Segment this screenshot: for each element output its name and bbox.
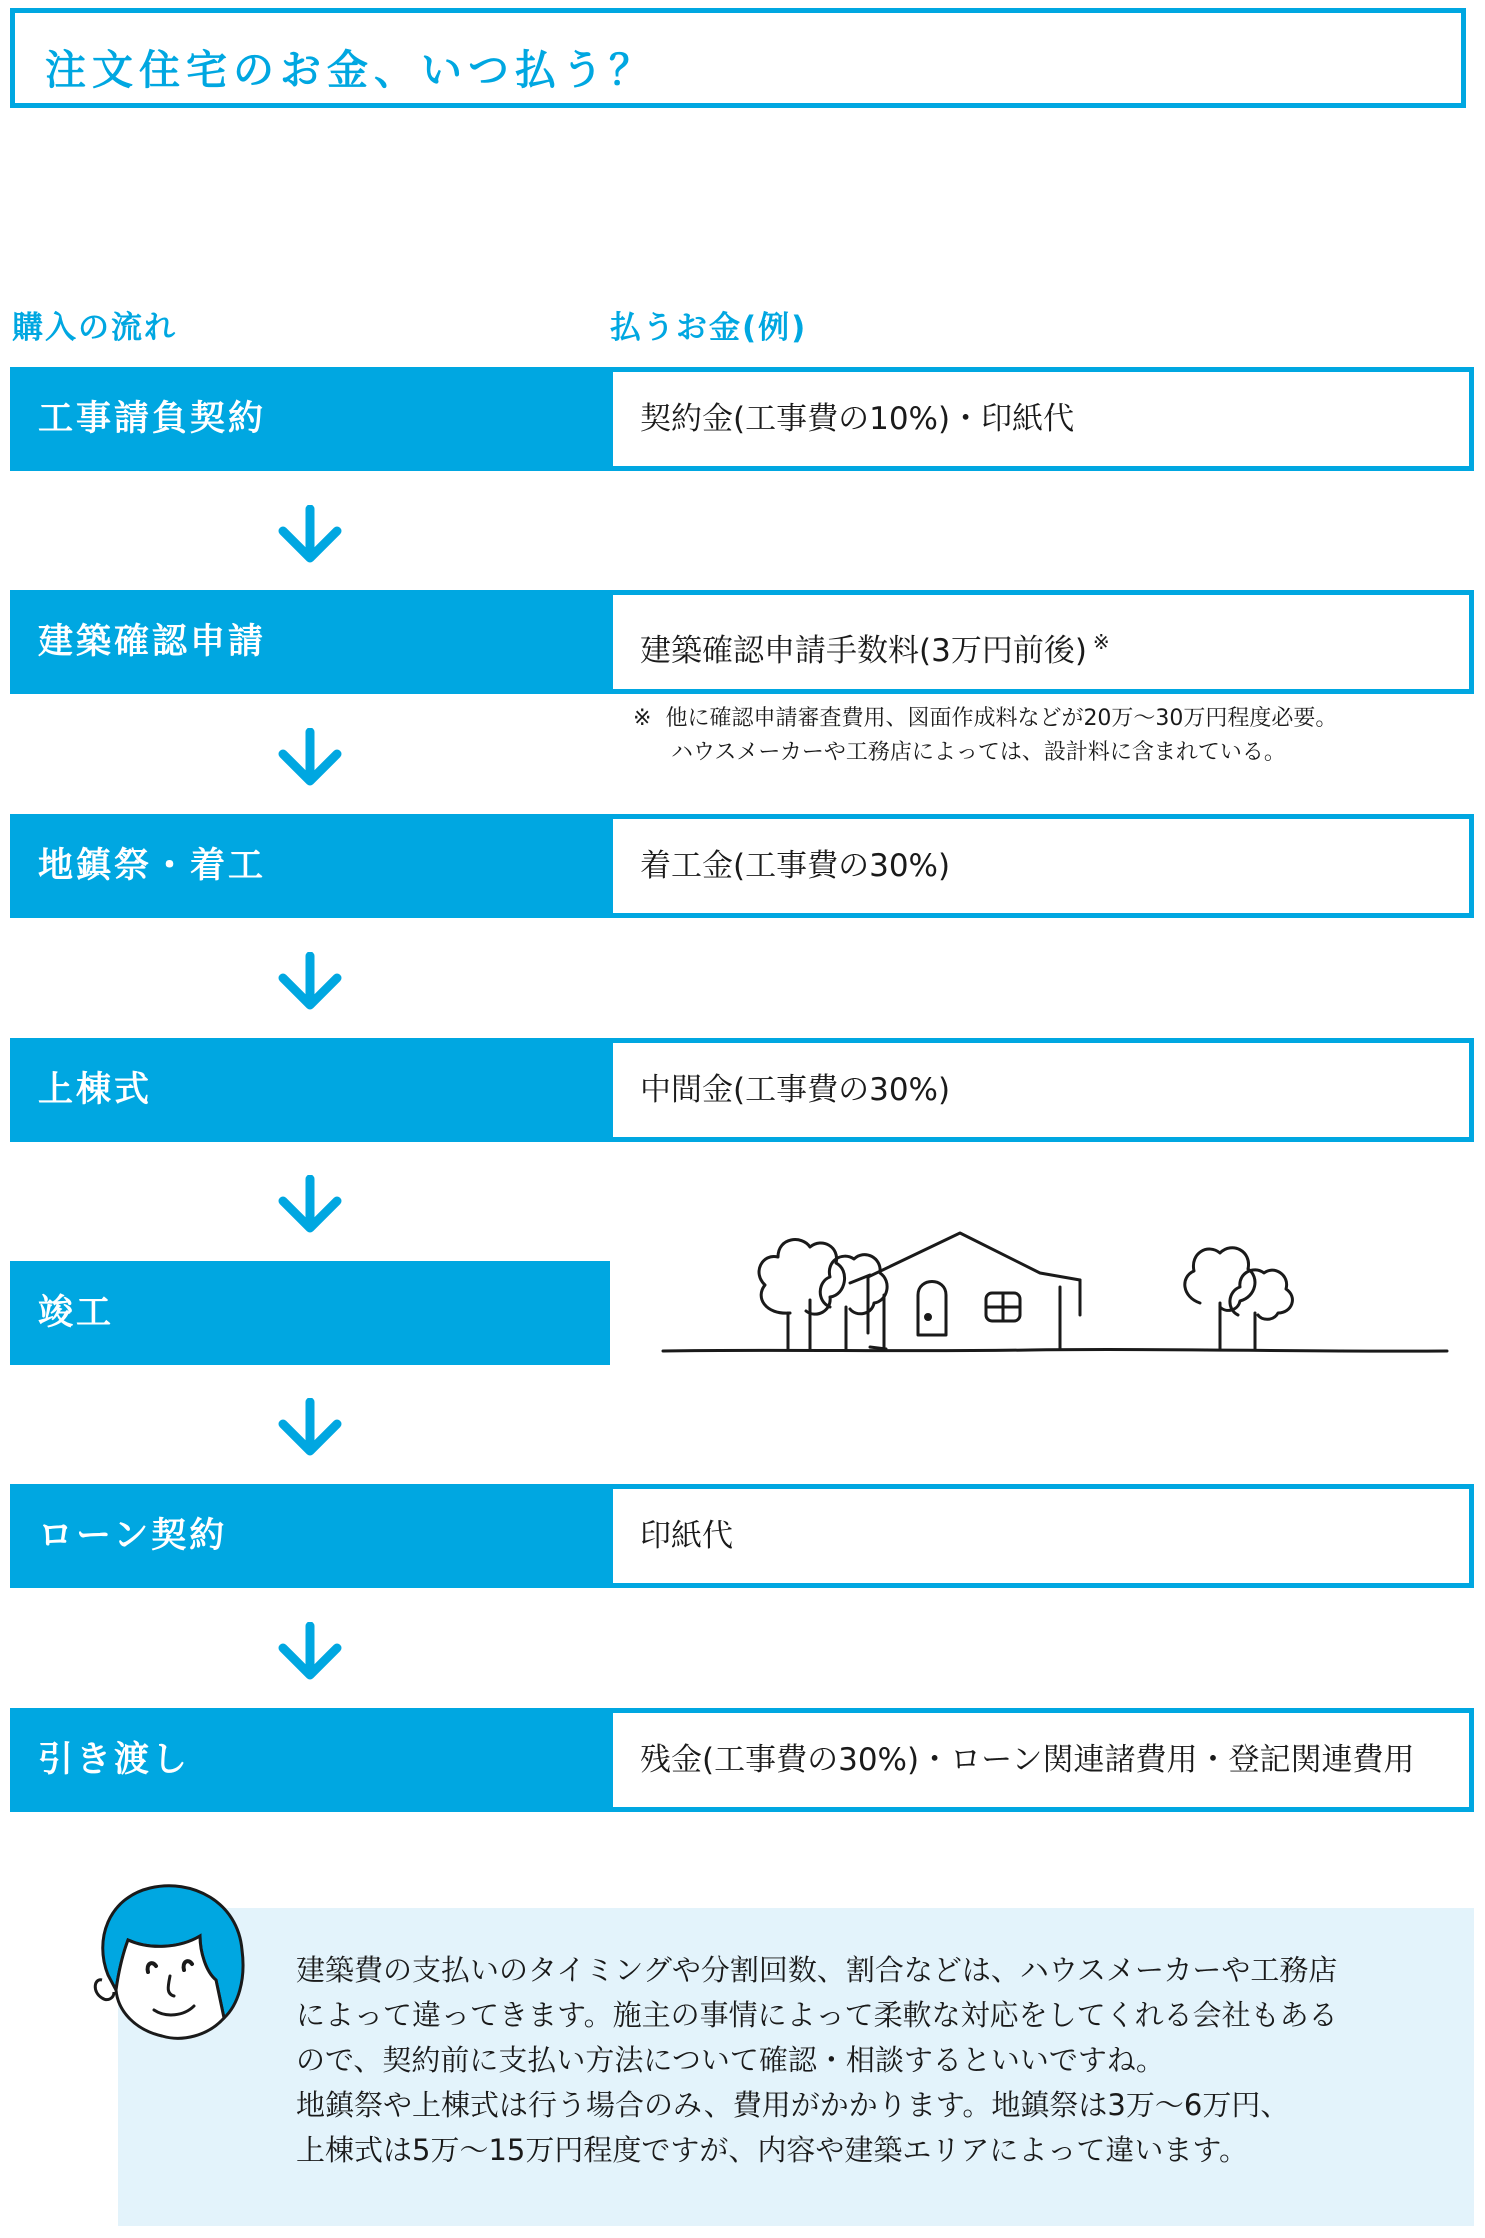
note-line: 他に確認申請審査費用、図面作成料などが20万〜30万円程度必要。 <box>665 706 1338 731</box>
down-arrow-icon <box>275 1622 345 1682</box>
payment-box <box>608 1708 1474 1812</box>
payment-box <box>608 1038 1474 1142</box>
payment-value: 建築確認申請手数料(3万円前後) <box>640 633 1087 669</box>
page-title: 注文住宅のお金、いつ払う？ <box>45 46 656 94</box>
step-box <box>10 1484 610 1588</box>
down-arrow-icon <box>275 728 345 788</box>
step-box <box>10 1708 610 1812</box>
comment-line: ので、契約前に支払い方法について確認・相談するといいですね。 <box>296 2043 1165 2077</box>
payment-box <box>608 1484 1474 1588</box>
payment-text <box>640 595 1110 689</box>
step-label: 工事請負契約 <box>38 399 267 439</box>
note-mark: ※ <box>1092 630 1110 654</box>
comment-box <box>118 1908 1474 2226</box>
note-mark: ※ <box>633 706 652 731</box>
flow-header: 購入の流れ <box>12 310 177 346</box>
title-box <box>10 8 1466 108</box>
step-label: 建築確認申請 <box>38 622 267 662</box>
step-box <box>10 1261 610 1365</box>
house-illustration <box>660 1215 1450 1370</box>
payment-text: 残金(工事費の30%)・ローン関連諸費用・登記関連費用 <box>640 1742 1415 1778</box>
step-box <box>10 367 610 471</box>
footnote <box>633 702 1337 770</box>
step-box <box>10 1038 610 1142</box>
step-label: 竣工 <box>38 1293 115 1333</box>
payment-box <box>608 590 1474 694</box>
down-arrow-icon <box>275 952 345 1012</box>
down-arrow-icon <box>275 1398 345 1458</box>
payment-header: 払うお金(例) <box>610 310 808 346</box>
payment-box <box>608 814 1474 918</box>
comment-line: 地鎮祭や上棟式は行う場合のみ、費用がかかります。地鎮祭は3万〜6万円、 <box>296 2088 1290 2122</box>
down-arrow-icon <box>275 1175 345 1235</box>
step-box <box>10 590 610 694</box>
comment-line: 建築費の支払いのタイミングや分割回数、割合などは、ハウスメーカーや工務店 <box>296 1953 1338 1987</box>
down-arrow-icon <box>275 505 345 565</box>
comment-line: 上棟式は5万〜15万円程度ですが、内容や建築エリアによって違います。 <box>296 2133 1249 2167</box>
payment-text: 契約金(工事費の10%)・印紙代 <box>640 401 1075 437</box>
note-line: ハウスメーカーや工務店によっては、設計料に含まれている。 <box>671 740 1286 765</box>
payment-box <box>608 367 1474 471</box>
step-label: ローン契約 <box>38 1516 228 1556</box>
comment-text <box>296 1948 1436 2173</box>
payment-text: 中間金(工事費の30%) <box>640 1072 951 1108</box>
face-icon <box>88 1880 248 2045</box>
payment-text: 着工金(工事費の30%) <box>640 848 951 884</box>
step-label: 引き渡し <box>38 1740 191 1780</box>
step-label: 上棟式 <box>38 1070 153 1110</box>
comment-line: によって違ってきます。施主の事情によって柔軟な対応をしてくれる会社もある <box>296 1998 1338 2032</box>
payment-text: 印紙代 <box>640 1518 733 1554</box>
step-label: 地鎮祭・着工 <box>38 846 267 886</box>
step-box <box>10 814 610 918</box>
